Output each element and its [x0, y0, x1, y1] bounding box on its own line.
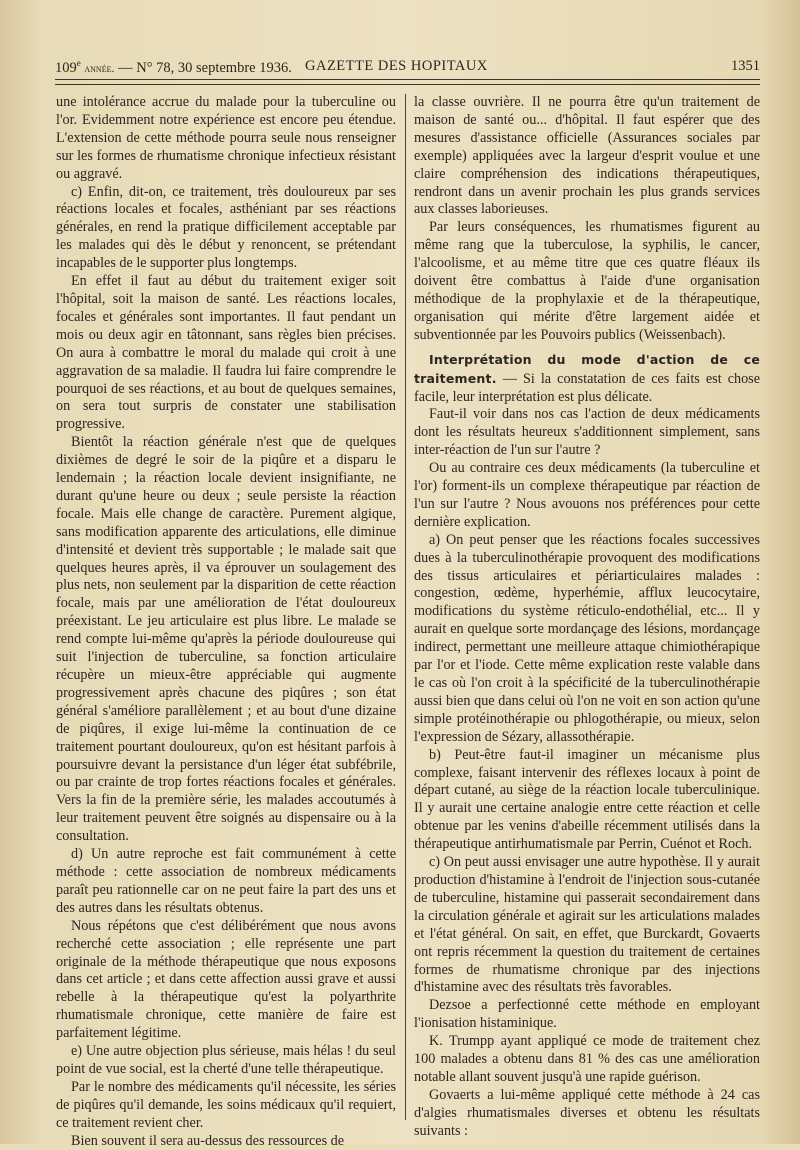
- section-paragraph: Interprétation du mode d'action de ce traitement. — Si la constatation de ces faits est chose facile, leur interprétation est plus délicate.: [414, 351, 760, 405]
- paragraph: Govaerts a lui-même appliqué cette méthode à 24 cas d'algies rhumatismales diverses et obtenu les résultats suivants :: [414, 1086, 760, 1139]
- page-number: 1351: [731, 58, 760, 74]
- running-header: [55, 58, 760, 78]
- header-rule-top: [55, 79, 760, 80]
- header-rule-bottom: [55, 84, 760, 85]
- paragraph: a) On peut penser que les réactions focales successives dues à la tuberculinothérapie provoquent des modifications des tissus articulaires et périarticulaires malades : congestion, œdème, hyperhémie, afflux leucocytaire, modifications du système réticulo-endothélial, etc... Il y aurait en quelque sorte mordançage des lésions, mordançage indirect, permettant une meilleure attaque chimiothérapique par l'or et l'iode. Cette même explication reste valable dans le cas où l'on croit à la spécificité de la tuberculinothérapie aussi bien que dans celui où l'on ne voit en son action qu'une simple protéinothérapie ou phlogothérapie, ou mieux, selon l'expression de Sézary, allassothérapie.: [414, 531, 760, 745]
- paragraph: Ou au contraire ces deux médicaments (la tuberculine et l'or) forment-ils un complexe thérapeutique par réaction de l'un sur l'autre ? Nous avouons nos préférences pour cette dernière explication.: [414, 460, 760, 530]
- right-column: [414, 94, 760, 1141]
- paragraph: c) On peut aussi envisager une autre hypothèse. Il y aurait production d'histamine à l'endroit de l'injection sous-cutanée de tuberculine, histamine qui passerait secondairement dans la circulation générale et agirait sur les articulations malades et l'état général. On sait, en effet, que Burckardt, Govaerts ont repris récemment la question du traitement de certaines formes de rhumatisme chronique par des injections d'histamine avec des résultats très favorables.: [414, 854, 760, 996]
- paragraph: Par leurs conséquences, les rhumatismes figurent au même rang que la tuberculose, la syphilis, le cancer, l'alcoolisme, et au même titre que ces quatre fléaux ils doivent être combattus à l'aide d'une organisation méthodique de la prophylaxie et de la thérapeutique, organisation qui mérite d'être largement aidée et subventionnée par les Pouvoirs publics (Weissenbach).: [414, 219, 760, 343]
- column-divider: [405, 94, 406, 1120]
- paragraph: une intolérance accrue du malade pour la tuberculine ou l'or. Evidemment notre expérience est encore peu étendue. L'extension de cette méthode pourra seule nous renseigner sur les formes de rhumatisme chronique infectieux résistant ou aggravé.: [56, 94, 396, 182]
- journal-title: GAZETTE DES HOPITAUX: [305, 58, 488, 74]
- section-heading: Interprétation du mode d'action de ce traitement.: [414, 351, 760, 386]
- paragraph: b) Peut-être faut-il imaginer un mécanisme plus complexe, faisant intervenir des réflexes locaux à point de départ cutané, au siège de la réaction locale tuberculinique. Il y aurait une certaine analogie entre cette réaction et celle obtenue par les venins d'abeille récemment utilisés dans la thérapeutique antirhumatismale par Perrin, Cuénot et Roch.: [414, 746, 760, 853]
- issue-info: 109e année. — N° 78, 30 septembre 1936.: [55, 58, 292, 76]
- paragraph: la classe ouvrière. Il ne pourra être qu'un traitement de maison de santé ou... d'hôpital. Il faut espérer que des mesures d'assistance officielle (Assurances sociales par exemple) appliquées avec la largeur d'esprit voulue et une claire compréhension des indications thérapeutiques, rendront dans un avenir prochain les plus grands services aux classes laborieuses.: [414, 94, 760, 218]
- paragraph: c) Enfin, dit-on, ce traitement, très douloureux par ses réactions locales et focales, asthéniant par ses réactions générales, en rend la pratique difficilement acceptable par les malades qui dès le début y renoncent, se prétendant incapables de le supporter plus longtemps.: [56, 183, 396, 272]
- paragraph: e) Une autre objection plus sérieuse, mais hélas ! du seul point de vue social, est la cherté d'une telle thérapeutique.: [56, 1043, 396, 1077]
- paragraph: d) Un autre reproche est fait communément à cette méthode : cette association de nombreux médicaments paraît peu rationnelle car on ne peut faire la part des uns et des autres dans les résultats obtenus.: [56, 846, 396, 916]
- paragraph: Bientôt la réaction générale n'est que de quelques dixièmes de degré le soir de la piqûre et a disparu le lendemain ; la réaction locale devient insignifiante, ne durant qu'une heure ou deux ; seule persiste la réaction focale. Mais elle change de caractère. Purement algique, sans modification apparente des articulations, elle diminue d'intensité et devient très supportable ; le malade sait que quelques heures après, il va éprouver un soulagement des plus nets, non seulement par la disparition de cette réaction focale, mais par une amélioration de l'état douloureux préexistant. Le jeu articulaire est plus libre. Le malade se rend compte lui-même qu'après la période douloureuse qui suit l'injection de tuberculine, sa fonction articulaire récupère un mieux-être appréciable qui augmente progressivement après chacune des piqûres ; son état général s'améliore parallèlement ; et au bout d'une dizaine de piqûres, il exige lui-même la continuation de ce traitement pourtant douloureux, qu'on est hésitant parfois à poursuivre devant la persistance d'un léger état subfébrile, ou par crainte de trop fortes réactions focales et générales. Vers la fin de la première série, les malades accoutumés à leur traitement peuvent être soignés au dispensaire ou à la consultation.: [56, 434, 396, 845]
- left-column: [56, 94, 396, 1150]
- paragraph: En effet il faut au début du traitement exiger soit l'hôpital, soit la maison de santé. Les réactions locales, focales et générales sont importantes. Il faut pendant un mois ou deux agir en tâtonnant, sans règles bien précises. On aura à combattre le moral du malade qui croit à une aggravation de sa maladie. Il faudra lui faire comprendre le pourquoi de ses réactions, et au bout de quelques semaines, on sera tout surpris de constater une stabilisation progressive.: [56, 273, 396, 433]
- paragraph: Faut-il voir dans nos cas l'action de deux médicaments dont les résultats heureux s'additionnent simplement, sans inter-réaction de l'un sur l'autre ?: [414, 406, 760, 459]
- paragraph: Nous répétons que c'est délibérément que nous avons recherché cette association ; elle représente une part originale de la méthode thérapeutique que nous exposons dans cet article ; et dans cette affection aussi grave et aussi rebelle à la thérapeutique qu'est la polyarthrite rhumatismale chronique, cette manière de faire est parfaitement légitime.: [56, 917, 396, 1042]
- paragraph: Par le nombre des médicaments qu'il nécessite, les séries de piqûres qu'il demande, les soins médicaux qu'il requiert, ce traitement revient cher.: [56, 1078, 396, 1131]
- paragraph: Dezsoe a perfectionné cette méthode en employant l'ionisation histaminique.: [414, 997, 760, 1032]
- paragraph: Bien souvent il sera au-dessus des ressources de: [71, 1132, 345, 1149]
- paragraph: K. Trumpp ayant appliqué ce mode de traitement chez 100 malades a obtenu dans 81 % des cas une amélioration notable allant souvent jusqu'à une rapide guérison.: [414, 1033, 760, 1085]
